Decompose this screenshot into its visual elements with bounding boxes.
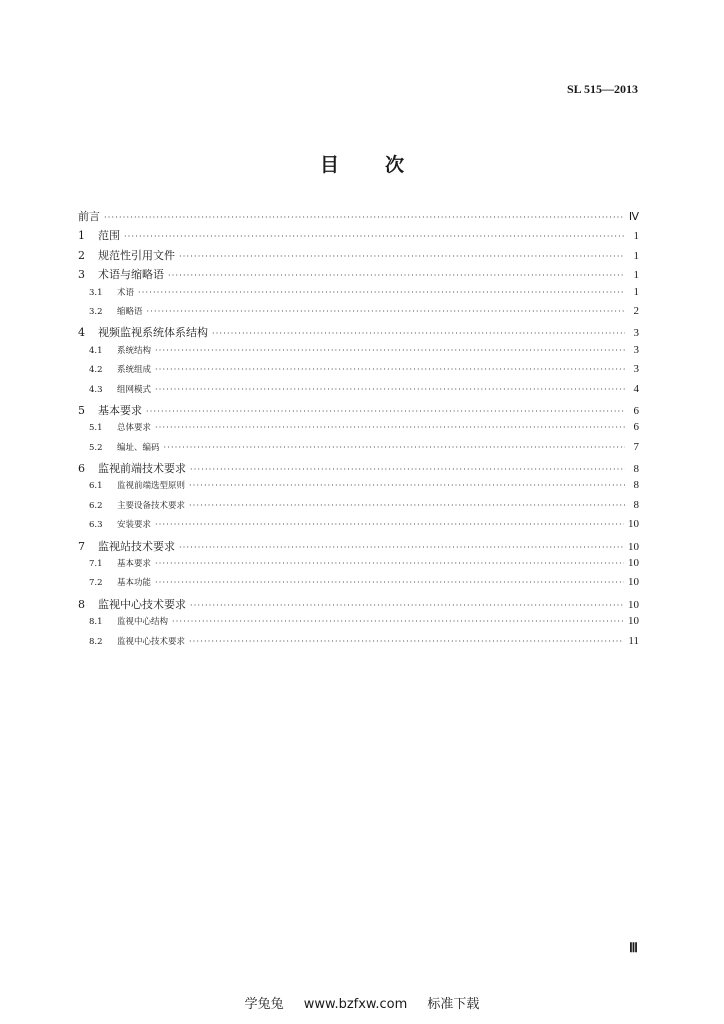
toc-entry[interactable] — [78, 402, 639, 421]
toc-leader-dots — [172, 617, 624, 626]
toc-entry-page: 10 — [628, 576, 639, 589]
toc-leader-dots — [147, 307, 625, 316]
toc-entry-number: 6.1 — [89, 481, 103, 492]
toc-entry-label: 组网模式 — [117, 384, 152, 395]
toc-entry[interactable] — [78, 344, 639, 363]
footer-tagline: 标准下载 — [427, 997, 480, 1012]
toc-entry[interactable] — [78, 266, 639, 285]
footer-url[interactable]: www.bzfxw.com — [303, 997, 408, 1012]
standard-code: SL 515—2013 — [566, 82, 638, 96]
toc-leader-dots — [179, 252, 625, 261]
toc-leader-dots — [155, 520, 624, 529]
toc-entry-label: 编址、编码 — [117, 442, 160, 453]
toc-leader-dots — [190, 601, 624, 610]
toc-entry-number: 8.2 — [89, 636, 103, 647]
toc-entry[interactable] — [78, 499, 639, 518]
toc-entry[interactable] — [78, 538, 639, 557]
toc-entry-label: 监视站技术要求 — [98, 539, 175, 553]
toc-entry-page: 10 — [628, 518, 639, 531]
toc-entry-page: Ⅳ — [628, 211, 639, 223]
toc-entry-page: 6 — [633, 421, 639, 434]
toc-entry-page: 1 — [633, 269, 639, 282]
toc-entry-number: 4.3 — [89, 384, 103, 395]
toc-entry-number: 3.2 — [89, 306, 103, 317]
toc-entry[interactable] — [78, 460, 639, 479]
toc-entry[interactable] — [78, 576, 639, 595]
toc-leader-dots — [155, 346, 625, 355]
toc-leader-dots — [189, 501, 625, 510]
toc-entry[interactable] — [78, 596, 639, 615]
toc-entry[interactable] — [78, 441, 639, 460]
toc-entry-label: 术语与缩略语 — [98, 268, 164, 282]
toc-entry-label: 基本要求 — [117, 559, 152, 570]
toc-entry-page: 1 — [633, 230, 639, 243]
toc-entry[interactable] — [78, 383, 639, 402]
toc-leader-dots — [155, 423, 625, 432]
toc-entry-number: 3 — [78, 268, 85, 282]
toc-entry-label: 安装要求 — [117, 520, 152, 531]
toc-entry-label: 监视前端技术要求 — [98, 462, 186, 476]
toc-entry-label: 监视中心技术要求 — [98, 597, 186, 611]
toc-entry-number: 6.3 — [89, 520, 103, 531]
toc-entry-label: 术语 — [117, 287, 135, 298]
toc-entry-label: 系统组成 — [117, 365, 152, 376]
toc-entry-label: 总体要求 — [117, 423, 152, 434]
toc-leader-dots — [155, 559, 624, 568]
toc-entry[interactable] — [78, 615, 639, 634]
toc-leader-dots — [189, 481, 625, 490]
toc-leader-dots — [124, 232, 625, 241]
toc-entry-label: 主要设备技术要求 — [117, 500, 186, 511]
toc-entry-page: 1 — [633, 249, 639, 262]
toc-leader-dots — [155, 578, 624, 587]
toc-entry-number: 8.1 — [89, 617, 103, 628]
toc-entry-page: 10 — [628, 598, 639, 611]
toc-entry-number: 4.2 — [89, 365, 103, 376]
footer-site-name: 学兔兔 — [244, 997, 284, 1012]
toc-leader-dots — [168, 271, 625, 280]
toc-leader-dots — [155, 365, 625, 374]
toc-entry-page: 3 — [633, 327, 639, 340]
toc-entry-label: 系统结构 — [117, 345, 152, 356]
toc-entry-number: 3.1 — [89, 287, 103, 298]
toc-entry-number: 6.2 — [89, 500, 103, 511]
toc-entry-page: 1 — [633, 285, 639, 298]
title-char-1: 目 — [319, 154, 339, 176]
toc-entry-number: 7.2 — [89, 578, 103, 589]
toc-entry[interactable] — [78, 286, 639, 305]
toc-entry-number: 5 — [78, 403, 85, 417]
toc-entry-number: 2 — [78, 248, 85, 262]
toc-entry-label: 监视中心结构 — [117, 617, 169, 628]
toc-entry-page: 8 — [633, 479, 639, 492]
toc-leader-dots — [104, 213, 625, 222]
toc-entry-label: 监视前端选型原则 — [117, 481, 186, 492]
toc-entry-page: 11 — [628, 634, 639, 647]
toc-entry-number: 5.1 — [89, 423, 103, 434]
toc-entry-label: 视频监视系统体系结构 — [98, 326, 208, 340]
toc-entry-label: 范围 — [98, 229, 120, 243]
toc-entry-page: 8 — [633, 498, 639, 511]
toc-entry[interactable] — [78, 208, 639, 227]
toc-entry[interactable] — [78, 227, 639, 246]
toc-entry-number: 7 — [78, 539, 85, 553]
toc-entry-page: 2 — [633, 304, 639, 317]
toc-entry[interactable] — [78, 557, 639, 576]
toc-entry-label: 监视中心技术要求 — [117, 636, 186, 647]
toc-leader-dots — [146, 407, 625, 416]
toc-entry-number: 7.1 — [89, 559, 103, 570]
toc-entry-number: 4.1 — [89, 345, 103, 356]
toc-entry-page: 4 — [633, 382, 639, 395]
toc-leader-dots — [138, 288, 625, 297]
page-number: Ⅲ — [629, 940, 638, 955]
toc-entry[interactable] — [78, 421, 639, 440]
toc-entry[interactable] — [78, 518, 639, 537]
toc-entry-page: 10 — [628, 557, 639, 570]
toc-entry-label: 基本功能 — [117, 578, 152, 589]
toc-entry-label: 基本要求 — [98, 403, 142, 417]
toc-entry-page: 10 — [628, 615, 639, 628]
page-title — [0, 150, 724, 177]
toc-entry-label: 规范性引用文件 — [98, 248, 175, 262]
toc-entry-page: 6 — [633, 404, 639, 417]
table-of-contents — [78, 208, 639, 654]
title-char-2: 次 — [385, 154, 405, 176]
toc-leader-dots — [155, 385, 625, 394]
toc-entry-page: 10 — [628, 540, 639, 553]
toc-entry-number: 8 — [78, 597, 85, 611]
toc-entry[interactable] — [78, 305, 639, 324]
toc-entry[interactable] — [78, 635, 639, 654]
toc-entry-page: 8 — [633, 463, 639, 476]
toc-entry-number: 1 — [78, 229, 85, 243]
toc-entry-number: 6 — [78, 462, 85, 476]
toc-entry-page: 7 — [633, 440, 639, 453]
toc-entry-label: 前言 — [78, 210, 100, 223]
toc-leader-dots — [179, 543, 624, 552]
toc-leader-dots — [164, 443, 625, 452]
toc-entry[interactable] — [78, 247, 639, 266]
toc-entry-page: 3 — [633, 363, 639, 376]
toc-leader-dots — [190, 465, 625, 474]
toc-entry[interactable] — [78, 363, 639, 382]
toc-entry-page: 3 — [633, 343, 639, 356]
toc-entry-label: 缩略语 — [117, 306, 143, 317]
toc-entry[interactable] — [78, 479, 639, 498]
toc-entry[interactable] — [78, 324, 639, 343]
toc-leader-dots — [189, 637, 624, 646]
toc-entry-number: 4 — [78, 326, 85, 340]
toc-leader-dots — [212, 329, 625, 338]
toc-entry-number: 5.2 — [89, 442, 103, 453]
footer — [0, 993, 724, 1012]
